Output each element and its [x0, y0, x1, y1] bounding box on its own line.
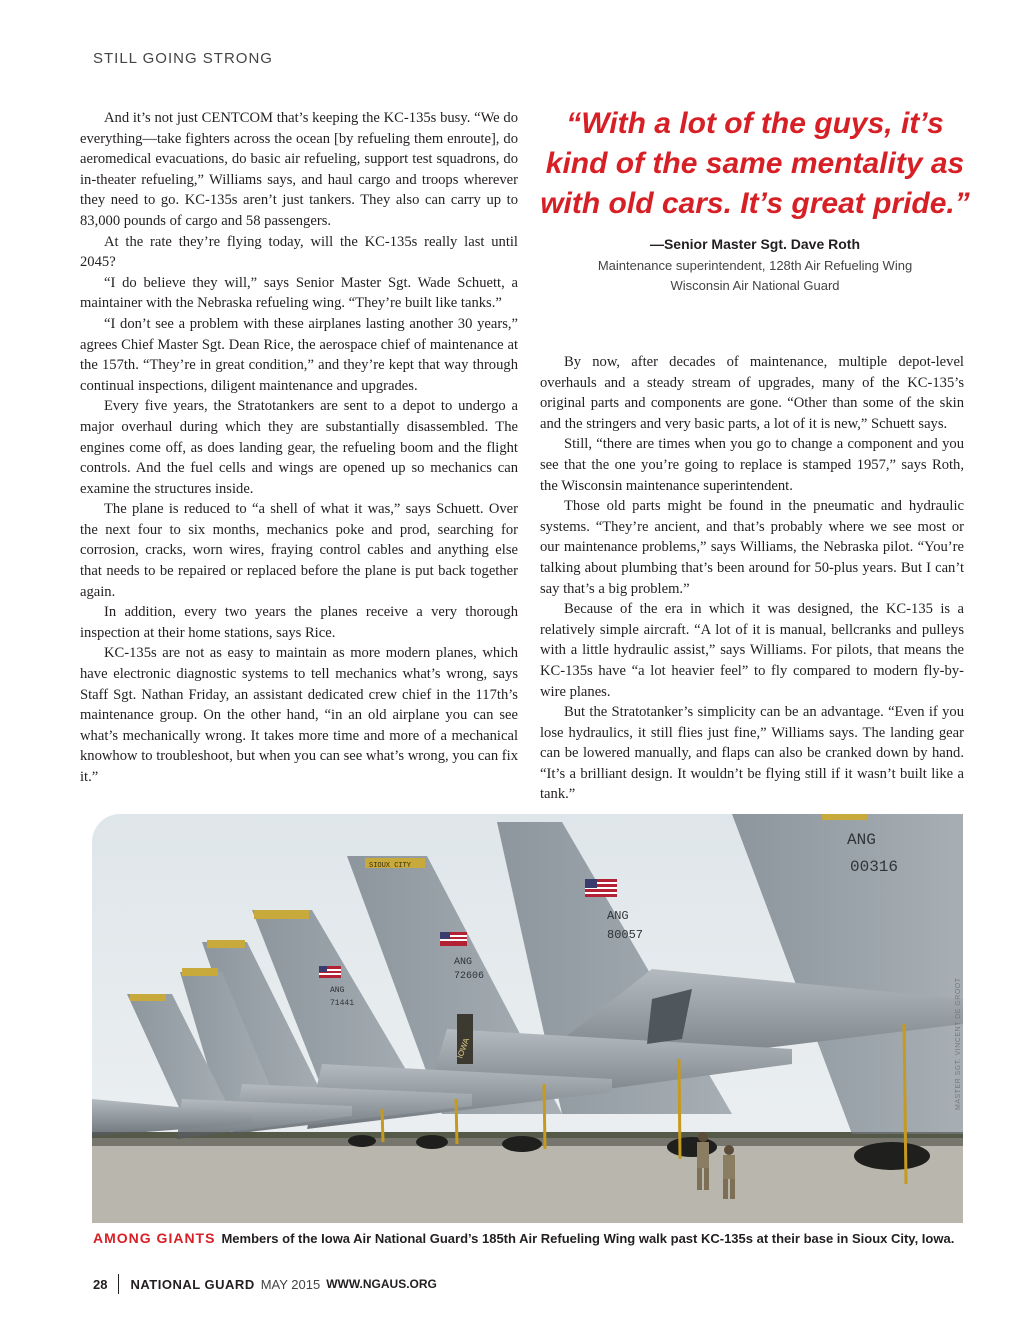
flag-icon: [440, 932, 467, 946]
footer-divider: [118, 1274, 119, 1294]
tail-code-text: ANG: [607, 909, 629, 923]
right-article-column: [540, 352, 964, 805]
paragraph: At the rate they’re flying today, will the KC-135s really last until 2045?: [80, 233, 518, 271]
section-header: STILL GOING STRONG: [93, 50, 273, 67]
paragraph: “I don’t see a problem with these airplanes lasting another 30 years,” agrees Chief Master Sgt. Dean Rice, the aerospace chief of maintenance at the 157th. “They’re in great condition,” and they’re kept that way through continual inspections, diligent maintenance and upgrades.: [80, 315, 518, 394]
paragraph: And it’s not just CENTCOM that’s keeping the KC-135s busy. “We do everything—take fighters across the ocean [by refueling them enroute], do aeromedical evacuations, do basic air refueling, support test squadrons, do in-theater refueling,” Williams says, and haul cargo and troops wherever they need to go. KC-135s aren’t just tankers. They also can carry up to 83,000 pounds of cargo and 58 passengers.: [80, 110, 518, 229]
paragraph: But the Stratotanker’s simplicity can be an advantage. “Even if you lose hydraulics, it still flies just fine,” Williams says. The landing gear can be lowered manually, and flaps can also be cranked down by hand. “It’s a brilliant design. It wouldn’t be flying still if it wasn’t built like a tank.”: [540, 704, 964, 803]
paragraph: In addition, every two years the planes receive a very thorough inspection at their home stations, says Rice.: [80, 604, 518, 641]
tail-code-text: ANG: [847, 831, 876, 849]
tail-number-text: 00316: [850, 858, 899, 876]
paragraph: Every five years, the Stratotankers are sent to a depot to undergo a major overhaul during which they are substantially disassembled. The engines come off, as does landing gear, the refueling boom and the flight controls. And the fuel cells and wings are opened up so mechanics can examine the structures inside.: [80, 398, 518, 497]
tail-number-text: 80057: [607, 928, 644, 942]
tail-code-text: ANG: [330, 986, 345, 995]
paragraph: “I do believe they will,” says Senior Master Sgt. Wade Schuett, a maintainer with the Nebraska refueling wing. “They’re built like tanks.”: [80, 274, 518, 312]
photo-caption: [93, 1230, 973, 1246]
paragraph: KC-135s are not as easy to maintain as more modern planes, which have electronic diagnostic systems to tell mechanics what’s wrong, says Staff Sgt. Nathan Friday, an assistant dedicated crew chief in the 117th’s maintenance group. On the other hand, “in an old airplane you can see what’s mechanically wrong. It takes more time and more of a mechanical knowhow to troubleshoot, but when you can see what’s wrong, you can fix it.”: [80, 645, 518, 785]
flag-icon: [319, 966, 341, 978]
iowa-tail-text: IOWA: [455, 1036, 472, 1060]
tail-number-text: 71441: [330, 999, 355, 1008]
magazine-name: NATIONAL GUARD: [130, 1276, 255, 1292]
caption-text: Members of the Iowa Air National Guard’s 185th Air Refueling Wing walk past KC-135s at their base in Sioux City, Iowa.: [221, 1231, 955, 1246]
tail-stripe-text: SIOUX CITY: [369, 862, 412, 870]
left-article-column: [80, 108, 518, 788]
pull-quote: [532, 104, 978, 296]
tail-code-text: ANG: [454, 957, 473, 968]
aircraft-photo: [92, 814, 963, 1223]
paragraph: Those old parts might be found in the pneumatic and hydraulic systems. “They’re ancient, and that’s probably where we see most or our maintenance problems,” says Williams, the Nebraska pilot. “You’re talking about plumbing that’s been around for 50-plus years. But I can’t say that’s a big problem.”: [540, 498, 964, 597]
pull-quote-title-line2: Wisconsin Air National Guard: [670, 278, 840, 293]
page-number: 28: [93, 1276, 108, 1292]
pull-quote-title-line1: Maintenance superintendent, 128th Air Refueling Wing: [597, 258, 913, 273]
paragraph: By now, after decades of maintenance, multiple depot-level overhauls and a steady stream of upgrades, many of the KC-135’s original parts and components are gone. “Other than some of the skin and the stringers and very basic parts, a lot of it is new,” Schuett says.: [540, 354, 964, 432]
page-footer: [93, 1274, 437, 1294]
caption-heading: AMONG GIANTS: [93, 1230, 216, 1246]
website-link[interactable]: WWW.NGAUS.ORG: [326, 1277, 437, 1291]
flag-icon: [585, 879, 617, 897]
paragraph: Because of the era in which it was designed, the KC-135 is a relatively simple aircraft. “A lot of it is manual, bellcranks and pulleys with a little hydraulic assist,” says Williams. For pilots, that means the KC-135s have “a lot heavier feel” to fly compared to modern fly-by-wire planes.: [540, 601, 964, 700]
paragraph: The plane is reduced to “a shell of what it was,” says Schuett. Over the next four to six months, mechanics poke and prod, searching for corrosion, cracks, worn wires, fraying control cables and anything else that needs to be repaired or replaced before the plane is put back together again.: [80, 501, 518, 600]
photo-credit: MASTER SGT. VINCENT DE GROOT: [955, 977, 962, 1110]
pull-quote-attribution: —Senior Master Sgt. Dave Roth: [649, 236, 861, 252]
paragraph: Still, “there are times when you go to change a component and you see that the one you’re going to replace is stamped 1957,” says Roth, the Wisconsin maintenance superintendent.: [540, 436, 964, 494]
tail-number-text: 72606: [454, 971, 485, 982]
issue-date: MAY 2015: [260, 1276, 321, 1292]
pull-quote-text: “With a lot of the guys, it’s kind of the same mentality as with old cars. It’s great pride.”: [540, 107, 970, 220]
